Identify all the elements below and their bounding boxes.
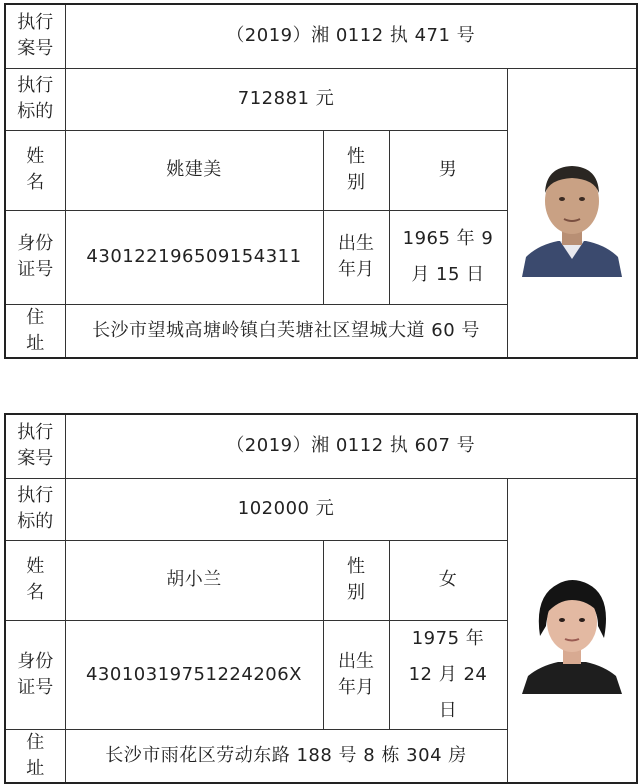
id-number-value: 43010319751224206X	[65, 620, 323, 729]
case-number-label: 执行案号	[5, 4, 65, 68]
id-number-label: 身份证号	[5, 620, 65, 729]
birth-label: 出生年月	[323, 620, 389, 729]
address-value: 长沙市雨花区劳动东路 188 号 8 栋 304 房	[65, 729, 507, 783]
name-value: 姚建美	[65, 130, 323, 210]
defaulter-record-1	[4, 3, 636, 354]
birth-value: 1965 年 9 月 15 日	[389, 210, 507, 304]
amount-value: 712881 元	[65, 68, 507, 130]
name-label: 姓名	[5, 540, 65, 620]
male-portrait-icon	[518, 149, 626, 277]
case-number-value: （2019）湘 0112 执 471 号	[65, 4, 637, 68]
id-number-value: 430122196509154311	[65, 210, 323, 304]
photo-cell	[507, 68, 637, 358]
case-number-value: （2019）湘 0112 执 607 号	[65, 414, 637, 478]
sex-label: 性别	[323, 540, 389, 620]
record-table	[4, 3, 638, 359]
defaulter-record-2	[4, 413, 636, 779]
photo-cell	[507, 478, 637, 783]
id-number-label: 身份证号	[5, 210, 65, 304]
sex-label: 性别	[323, 130, 389, 210]
birth-value: 1975 年 12 月 24 日	[389, 620, 507, 729]
amount-label: 执行标的	[5, 478, 65, 540]
sex-value: 男	[389, 130, 507, 210]
address-label: 住址	[5, 729, 65, 783]
sex-value: 女	[389, 540, 507, 620]
amount-label: 执行标的	[5, 68, 65, 130]
name-label: 姓名	[5, 130, 65, 210]
record-table	[4, 413, 638, 784]
birth-label: 出生年月	[323, 210, 389, 304]
amount-value: 102000 元	[65, 478, 507, 540]
address-value: 长沙市望城高塘岭镇白芙塘社区望城大道 60 号	[65, 304, 507, 358]
case-number-label: 执行案号	[5, 414, 65, 478]
address-label: 住址	[5, 304, 65, 358]
female-portrait-icon	[518, 566, 626, 694]
name-value: 胡小兰	[65, 540, 323, 620]
